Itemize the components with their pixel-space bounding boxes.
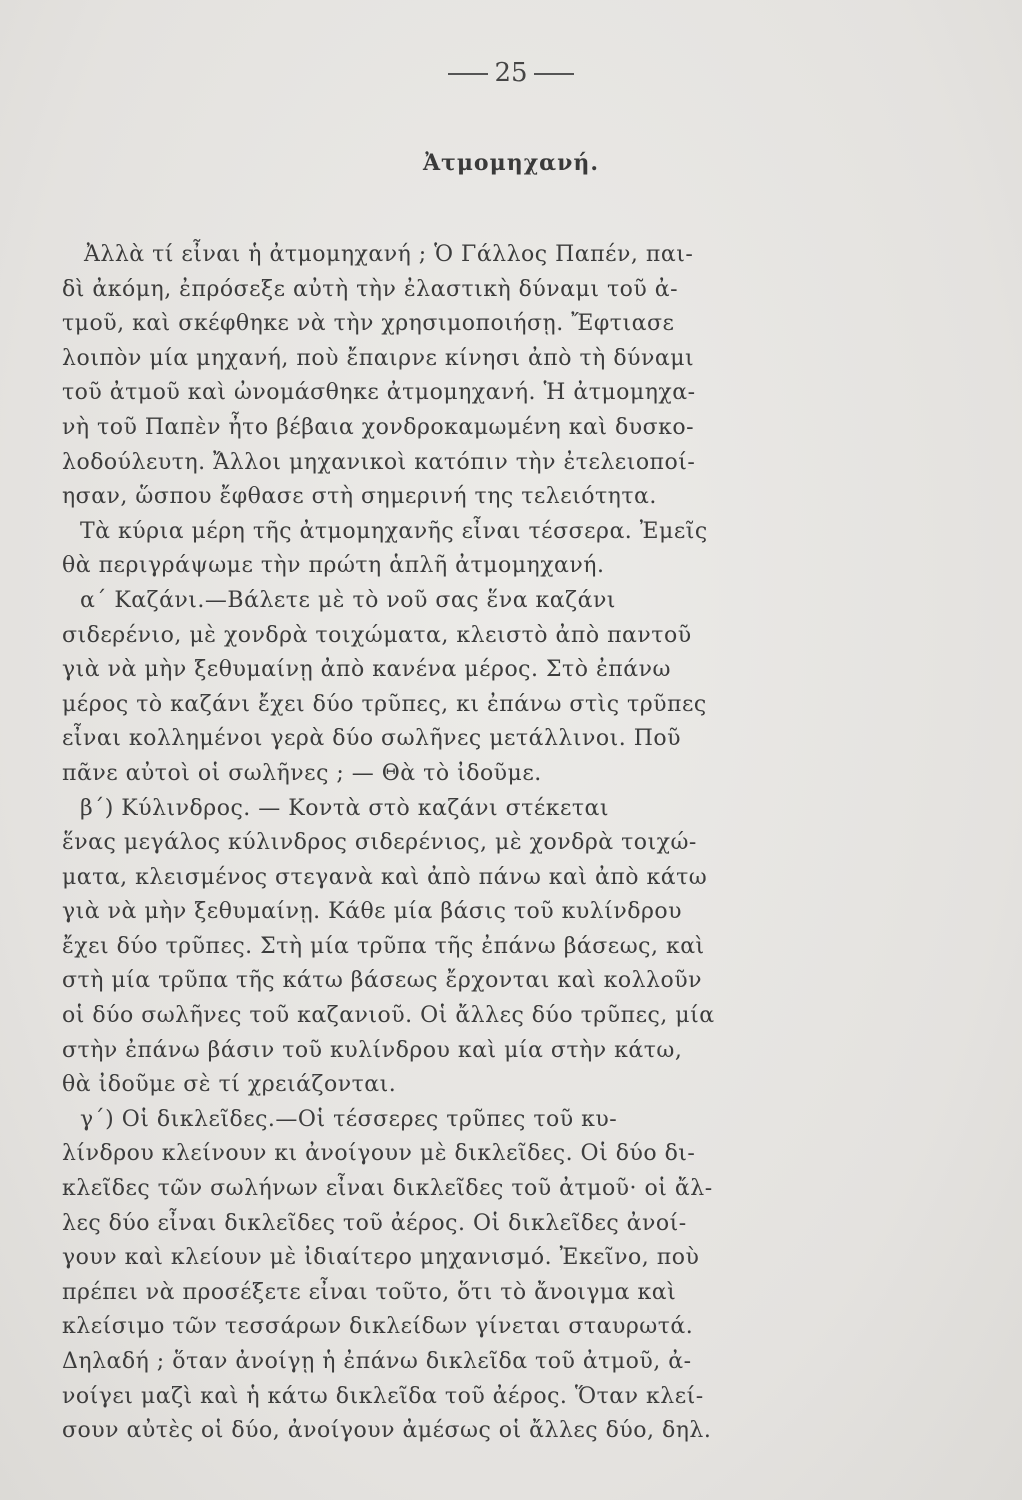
text-line: λοιπὸν μία μηχανή, ποὺ ἔπαιρνε κίνησι ἀπὸ τὴ δύναμι — [62, 345, 695, 371]
text-line: ματα, κλεισμένος στεγανὰ καὶ ἀπὸ πάνω καὶ ἀπὸ κάτω — [62, 864, 708, 890]
text-line: Δηλαδή ; ὅταν ἀνοίγῃ ἡ ἐπάνω δικλεῖδα τοῦ ἀτμοῦ, ἀ- — [62, 1349, 692, 1374]
text-line: πᾶνε αὐτοὶ οἱ σωλῆνες ; — Θὰ τὸ ἰδοῦμε. — [62, 760, 542, 786]
text-line: οἱ δύο σωλῆνες τοῦ καζανιοῦ. Οἱ ἄλλες δύο τρῦπες, μία — [62, 1003, 715, 1029]
text-line: ησαν, ὥσπου ἔφθασε στὴ σημερινή της τελειότητα. — [62, 484, 657, 510]
page-number: 25 — [494, 58, 528, 88]
text-line: λες δύο εἶναι δικλεῖδες τοῦ ἀέρος. Οἱ δικλεῖδες ἀνοί- — [62, 1210, 687, 1236]
section-title: Ἀτμομηχανή. — [422, 150, 600, 176]
body-text — [62, 238, 822, 1449]
text-line: σουν αὐτὲς οἱ δύο, ἀνοίγουν ἀμέσως οἱ ἄλλες δύο, δηλ. — [62, 1418, 712, 1444]
text-line: νὴ τοῦ Παπὲν ἦτο βέβαια χονδροκαμωμένη καὶ δυσκο- — [62, 414, 695, 440]
text-line: Τὰ κύρια μέρη τῆς ἀτμομηχανῆς εἶναι τέσσερα. Ἐμεῖς — [80, 518, 708, 544]
text-line: γιὰ νὰ μὴν ξεθυμαίνῃ. Κάθε μία βάσις τοῦ κυλίνδρου — [62, 899, 683, 925]
text-line: τμοῦ, καὶ σκέφθηκε νὰ τὴν χρησιμοποιήσῃ. Ἔφτιασε — [62, 311, 675, 337]
text-line: πρέπει νὰ προσέξετε εἶναι τοῦτο, ὅτι τὸ ἄνοιγμα καὶ — [62, 1279, 677, 1305]
text-line: δὶ ἀκόμη, ἐπρόσεξε αὐτὴ τὴν ἐλαστικὴ δύναμι τοῦ ἀ- — [62, 276, 679, 302]
text-line: β΄) Κύλινδρος. — Κοντὰ στὸ καζάνι στέκεται — [80, 795, 610, 821]
text-line: ἔχει δύο τρῦπες. Στὴ μία τρῦπα τῆς ἐπάνω βάσεως, καὶ — [62, 933, 705, 959]
text-line: στὴν ἐπάνω βάσιν τοῦ κυλίνδρου καὶ μία στὴν κάτω, — [62, 1037, 683, 1063]
text-line: λίνδρου κλείνουν κι ἀνοίγουν μὲ δικλεῖδες. Οἱ δύο δι- — [62, 1141, 696, 1167]
text-line: κλεῖδες τῶν σωλήνων εἶναι δικλεῖδες τοῦ ἀτμοῦ· οἱ ἄλ- — [62, 1176, 713, 1202]
text-line: κλείσιμο τῶν τεσσάρων δικλείδων γίνεται σταυρωτά. — [62, 1314, 694, 1340]
text-line: α΄ Καζάνι.—Βάλετε μὲ τὸ νοῦ σας ἕνα καζάνι — [80, 587, 616, 613]
right-dash-ornament — [534, 73, 574, 75]
text-line: γ΄) Οἱ δικλεῖδες.—Οἱ τέσσερες τρῦπες τοῦ κυ- — [80, 1106, 618, 1132]
text-line: γουν καὶ κλείουν μὲ ἰδιαίτερο μηχανισμό. Ἐκεῖνο, ποὺ — [62, 1245, 700, 1271]
text-line: στὴ μία τρῦπα τῆς κάτω βάσεως ἔρχονται καὶ κολλοῦν — [62, 968, 702, 994]
text-line: μέρος τὸ καζάνι ἔχει δύο τρῦπες, κι ἐπάνω στὶς τρῦπες — [62, 691, 707, 717]
page-number-header — [0, 58, 1022, 88]
text-line: σιδερένιο, μὲ χονδρὰ τοιχώματα, κλειστὸ ἀπὸ παντοῦ — [62, 622, 692, 648]
text-line: γιὰ νὰ μὴν ξεθυμαίνῃ ἀπὸ κανένα μέρος. Στὸ ἐπάνω — [62, 657, 671, 683]
text-line: νοίγει μαζὶ καὶ ἡ κάτω δικλεῖδα τοῦ ἀέρος. Ὅταν κλεί- — [62, 1383, 704, 1409]
text-line: Ἀλλὰ τί εἶναι ἡ ἀτμομηχανή ; Ὁ Γάλλος Παπέν, παι- — [84, 242, 694, 267]
text-line: ἕνας μεγάλος κύλινδρος σιδερένιος, μὲ χονδρὰ τοιχώ- — [62, 830, 697, 856]
text-line: θὰ ἰδοῦμε σὲ τί χρειάζονται. — [62, 1072, 397, 1098]
text-line: λοδούλευτη. Ἄλλοι μηχανικοὶ κατόπιν τὴν ἐτελειοποί- — [62, 449, 696, 475]
text-line: εἶναι κολλημένοι γερὰ δύο σωλῆνες μετάλλινοι. Ποῦ — [62, 726, 681, 752]
left-dash-ornament — [448, 73, 488, 75]
text-line: θὰ περιγράψωμε τὴν πρώτη ἁπλῆ ἀτμομηχανή. — [62, 553, 605, 579]
text-line: τοῦ ἀτμοῦ καὶ ὠνομάσθηκε ἀτμομηχανή. Ἡ ἀτμομηχα- — [62, 380, 696, 406]
